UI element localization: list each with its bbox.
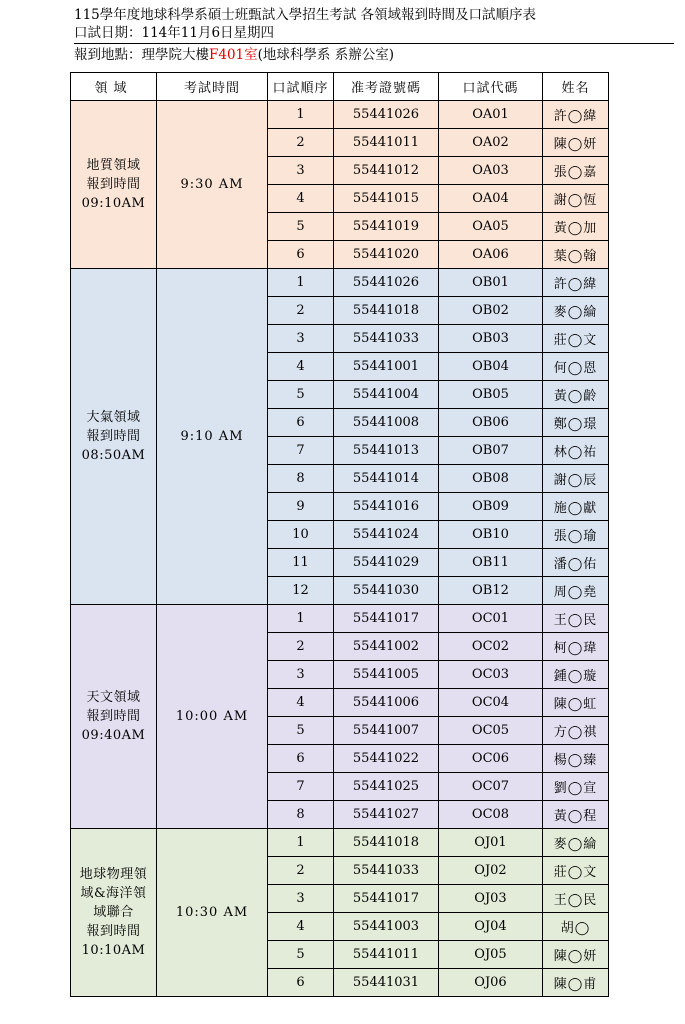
code-cell: OB12 — [439, 577, 543, 605]
order-cell: 1 — [268, 829, 334, 857]
name-cell: 鍾◯璇 — [543, 661, 609, 689]
code-cell: OB04 — [439, 353, 543, 381]
table-row — [71, 829, 609, 857]
code-cell: OJ01 — [439, 829, 543, 857]
domain-line: 域&海洋領 — [80, 886, 147, 901]
domain-line: 報到時間 — [86, 429, 141, 444]
name-cell: 王◯民 — [543, 605, 609, 633]
name-cell: 何◯恩 — [543, 353, 609, 381]
order-cell: 1 — [268, 101, 334, 129]
name-cell: 許◯緯 — [543, 269, 609, 297]
code-cell: OJ05 — [439, 941, 543, 969]
ticket-cell: 55441001 — [334, 353, 439, 381]
ticket-cell: 55441014 — [334, 465, 439, 493]
exam-time-cell: 10:30 AM — [157, 829, 268, 997]
code-cell: OC04 — [439, 689, 543, 717]
code-cell: OA04 — [439, 185, 543, 213]
code-cell: OJ02 — [439, 857, 543, 885]
domain-cell — [71, 829, 157, 997]
code-cell: OA06 — [439, 241, 543, 269]
order-cell: 7 — [268, 437, 334, 465]
domain-line: 天文領域 — [86, 690, 141, 705]
column-header-code: 口試代碼 — [439, 73, 543, 101]
order-cell: 5 — [268, 213, 334, 241]
name-cell: 方◯祺 — [543, 717, 609, 745]
ticket-cell: 55441020 — [334, 241, 439, 269]
name-cell: 許◯緯 — [543, 101, 609, 129]
ticket-cell: 55441024 — [334, 521, 439, 549]
order-cell: 8 — [268, 801, 334, 829]
name-cell: 胡◯ — [543, 913, 609, 941]
ticket-cell: 55441026 — [334, 101, 439, 129]
code-cell: OB01 — [439, 269, 543, 297]
code-cell: OB05 — [439, 381, 543, 409]
domain-line: 08:50AM — [81, 448, 146, 463]
order-cell: 6 — [268, 969, 334, 997]
code-cell: OB06 — [439, 409, 543, 437]
ticket-cell: 55441017 — [334, 885, 439, 913]
order-cell: 3 — [268, 325, 334, 353]
ticket-cell: 55441012 — [334, 157, 439, 185]
name-cell: 葉◯翰 — [543, 241, 609, 269]
domain-line: 10:10AM — [81, 943, 146, 958]
code-cell: OC07 — [439, 773, 543, 801]
order-cell: 10 — [268, 521, 334, 549]
column-header-name: 姓名 — [543, 73, 609, 101]
ticket-cell: 55441018 — [334, 829, 439, 857]
order-cell: 2 — [268, 297, 334, 325]
exam-time-cell: 9:10 AM — [157, 269, 268, 605]
ticket-cell: 55441004 — [334, 381, 439, 409]
order-cell: 1 — [268, 605, 334, 633]
order-cell: 3 — [268, 885, 334, 913]
order-cell: 6 — [268, 745, 334, 773]
column-header-exam-time: 考試時間 — [157, 73, 268, 101]
code-cell: OA02 — [439, 129, 543, 157]
order-cell: 2 — [268, 633, 334, 661]
code-cell: OC03 — [439, 661, 543, 689]
code-cell: OB02 — [439, 297, 543, 325]
code-cell: OB08 — [439, 465, 543, 493]
domain-cell — [71, 101, 157, 269]
code-cell: OB03 — [439, 325, 543, 353]
code-cell: OJ03 — [439, 885, 543, 913]
domain-line: 地球物理領 — [79, 867, 148, 882]
order-cell: 4 — [268, 185, 334, 213]
name-cell: 陳◯妍 — [543, 941, 609, 969]
order-cell: 11 — [268, 549, 334, 577]
order-cell: 2 — [268, 129, 334, 157]
name-cell: 施◯獻 — [543, 493, 609, 521]
ticket-cell: 55441015 — [334, 185, 439, 213]
ticket-cell: 55441027 — [334, 801, 439, 829]
table-header-row — [71, 73, 609, 101]
ticket-cell: 55441011 — [334, 941, 439, 969]
name-cell: 莊◯文 — [543, 857, 609, 885]
name-cell: 張◯瑜 — [543, 521, 609, 549]
order-cell: 5 — [268, 941, 334, 969]
code-cell: OC05 — [439, 717, 543, 745]
name-cell: 張◯嘉 — [543, 157, 609, 185]
name-cell: 楊◯臻 — [543, 745, 609, 773]
name-cell: 柯◯瑋 — [543, 633, 609, 661]
ticket-cell: 55441033 — [334, 325, 439, 353]
document-title: 115學年度地球科學系碩士班甄試入學招生考試 各領域報到時間及口試順序表 — [74, 7, 537, 23]
order-cell: 1 — [268, 269, 334, 297]
code-cell: OA01 — [439, 101, 543, 129]
name-cell: 周◯堯 — [543, 577, 609, 605]
domain-line: 報到時間 — [86, 177, 141, 192]
ticket-cell: 55441005 — [334, 661, 439, 689]
ticket-cell: 55441030 — [334, 577, 439, 605]
name-cell: 鄭◯璟 — [543, 409, 609, 437]
name-cell: 黃◯程 — [543, 801, 609, 829]
name-cell: 謝◯辰 — [543, 465, 609, 493]
location-suffix: (地球科學系 系辦公室) — [257, 47, 394, 63]
name-cell: 麥◯綸 — [543, 829, 609, 857]
ticket-cell: 55441002 — [334, 633, 439, 661]
name-cell: 陳◯甫 — [543, 969, 609, 997]
document-header — [74, 6, 674, 64]
order-cell: 3 — [268, 157, 334, 185]
code-cell: OC08 — [439, 801, 543, 829]
ticket-cell: 55441007 — [334, 717, 439, 745]
order-cell: 5 — [268, 717, 334, 745]
code-cell: OB11 — [439, 549, 543, 577]
name-cell: 王◯民 — [543, 885, 609, 913]
code-cell: OA05 — [439, 213, 543, 241]
exam-date: 口試日期：114年11月6日星期四 — [74, 25, 275, 41]
domain-line: 09:40AM — [81, 728, 146, 743]
order-cell: 4 — [268, 353, 334, 381]
ticket-cell: 55441025 — [334, 773, 439, 801]
code-cell: OC01 — [439, 605, 543, 633]
code-cell: OJ06 — [439, 969, 543, 997]
column-header-order: 口試順序 — [268, 73, 334, 101]
name-cell: 莊◯文 — [543, 325, 609, 353]
code-cell: OB10 — [439, 521, 543, 549]
ticket-cell: 55441033 — [334, 857, 439, 885]
column-header-domain: 領域 — [71, 73, 157, 101]
name-cell: 黃◯加 — [543, 213, 609, 241]
code-cell: OC02 — [439, 633, 543, 661]
domain-cell — [71, 605, 157, 829]
order-cell: 12 — [268, 577, 334, 605]
table-row — [71, 605, 609, 633]
name-cell: 陳◯虹 — [543, 689, 609, 717]
code-cell: OB09 — [439, 493, 543, 521]
ticket-cell: 55441006 — [334, 689, 439, 717]
ticket-cell: 55441029 — [334, 549, 439, 577]
name-cell: 劉◯宣 — [543, 773, 609, 801]
name-cell: 謝◯恆 — [543, 185, 609, 213]
ticket-cell: 55441008 — [334, 409, 439, 437]
ticket-cell: 55441019 — [334, 213, 439, 241]
name-cell: 黃◯齡 — [543, 381, 609, 409]
order-cell: 9 — [268, 493, 334, 521]
name-cell: 潘◯佑 — [543, 549, 609, 577]
domain-line: 域聯合 — [93, 905, 134, 920]
header-divider — [74, 43, 674, 44]
domain-line: 報到時間 — [86, 709, 141, 724]
table-row — [71, 269, 609, 297]
order-cell: 7 — [268, 773, 334, 801]
domain-line: 報到時間 — [86, 924, 141, 939]
domain-line: 09:10AM — [81, 196, 146, 211]
ticket-cell: 55441022 — [334, 745, 439, 773]
name-cell: 陳◯妍 — [543, 129, 609, 157]
table-row — [71, 101, 609, 129]
order-cell: 6 — [268, 241, 334, 269]
location-room: F401室 — [209, 47, 258, 63]
name-cell: 麥◯綸 — [543, 297, 609, 325]
ticket-cell: 55441011 — [334, 129, 439, 157]
schedule-table — [70, 72, 609, 997]
ticket-cell: 55441018 — [334, 297, 439, 325]
domain-line: 地質領域 — [86, 158, 141, 173]
location-prefix: 報到地點：理學院大樓 — [74, 47, 209, 63]
order-cell: 6 — [268, 409, 334, 437]
order-cell: 5 — [268, 381, 334, 409]
order-cell: 4 — [268, 913, 334, 941]
domain-cell — [71, 269, 157, 605]
ticket-cell: 55441026 — [334, 269, 439, 297]
order-cell: 8 — [268, 465, 334, 493]
order-cell: 2 — [268, 857, 334, 885]
exam-time-cell: 10:00 AM — [157, 605, 268, 829]
order-cell: 3 — [268, 661, 334, 689]
order-cell: 4 — [268, 689, 334, 717]
ticket-cell: 55441031 — [334, 969, 439, 997]
schedule-body — [71, 101, 609, 997]
code-cell: OJ04 — [439, 913, 543, 941]
report-location — [74, 46, 674, 64]
code-cell: OA03 — [439, 157, 543, 185]
domain-line: 大氣領域 — [86, 410, 141, 425]
name-cell: 林◯祐 — [543, 437, 609, 465]
ticket-cell: 55441013 — [334, 437, 439, 465]
column-header-ticket: 准考證號碼 — [334, 73, 439, 101]
ticket-cell: 55441017 — [334, 605, 439, 633]
code-cell: OC06 — [439, 745, 543, 773]
exam-time-cell: 9:30 AM — [157, 101, 268, 269]
ticket-cell: 55441016 — [334, 493, 439, 521]
code-cell: OB07 — [439, 437, 543, 465]
ticket-cell: 55441003 — [334, 913, 439, 941]
